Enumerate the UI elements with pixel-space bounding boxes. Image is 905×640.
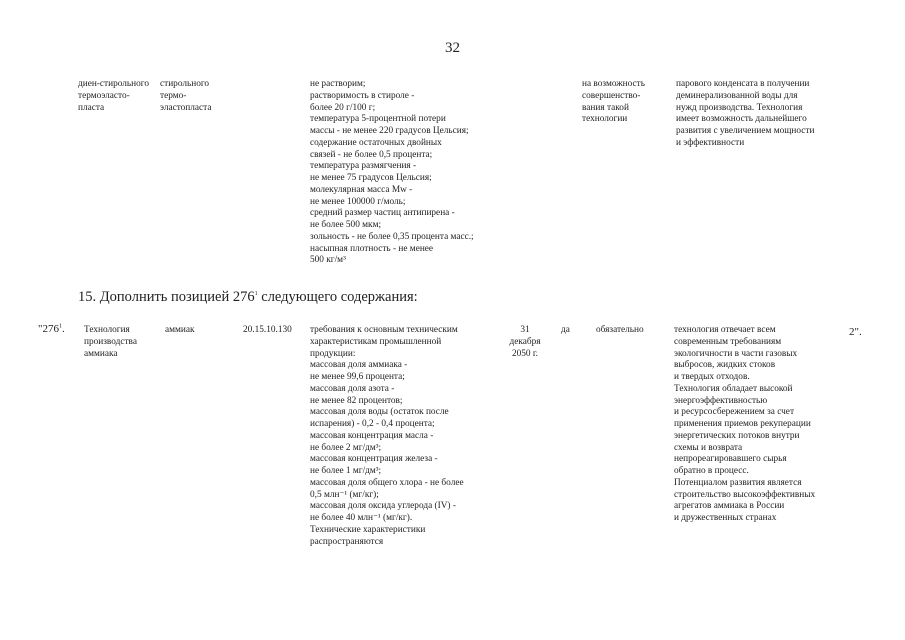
cell-line: на возможность [582,79,645,89]
cell-line: энергетических потоков внутри [674,430,800,441]
row-mandatory-cell [596,325,644,337]
cell-line: аммиака [84,348,118,359]
cell-line: Технология [84,325,130,335]
row-open-quote: "276 [38,323,59,335]
cell-line: современным требованиям [674,336,782,347]
cell-line: выбросов, жидких стоков [674,360,776,371]
cell-line: и ресурсосбережением за счет [674,407,795,418]
continued-row-name-cell [78,79,149,114]
cell-line: 500 кг/м³ [310,255,346,266]
row-note-cell [674,325,815,525]
cell-line: распространяются [310,536,384,547]
cell-line: парового конденсата в получении [676,79,810,89]
cell-line: испарения) - 0,2 - 0,4 процента; [310,419,435,429]
cell-line: содержание остаточных двойных [310,137,442,148]
cell-line: средний размер частиц антипирена - [310,208,455,219]
cell-line: Потенциалом развития является [674,477,802,488]
cell-line: аммиак [165,325,195,335]
cell-line: продукции: [310,348,356,359]
cell-line: и твердых отходов. [674,372,750,382]
cell-line: массовая доля воды (остаток после [310,407,449,418]
cell-line: массовая доля аммиака - [310,360,408,371]
cell-line: температура размягчения - [310,161,417,172]
section-heading-suffix: следующего содержания: [257,289,418,305]
row-open-mark [38,323,65,335]
cell-line: не менее 100000 г/моль; [310,196,406,207]
section-heading-sup: 1 [254,291,258,298]
cell-line: не менее 99,6 процента; [310,372,405,382]
cell-line: массы - не менее 220 градусов Цельсия; [310,126,469,136]
row-close-mark: 2". [849,326,862,338]
row-flag-cell [561,325,570,337]
row-code-cell [243,325,292,337]
cell-line: технология отвечает всем [674,325,776,335]
continued-row-improvement-cell [582,79,645,126]
cell-line: развития с увеличением мощности [676,126,815,136]
cell-line: диен-стирольного [78,79,149,89]
cell-line: пласта [78,102,105,113]
cell-line: массовая доля оксида углерода (IV) - [310,501,456,512]
cell-line: молекулярная масса Mw - [310,184,413,195]
cell-line: деминерализованной воды для [676,90,798,101]
cell-line: производства [84,336,137,347]
cell-line: массовая доля общего хлора - не более [310,477,464,488]
continued-row-requirements-cell [310,79,474,267]
cell-line: не более 500 мкм; [310,220,382,230]
cell-line: не менее 75 градусов Цельсия; [310,173,432,183]
cell-line: 0,5 млн⁻¹ (мг/кг); [310,489,379,500]
row-open-tail: . [62,323,65,335]
cell-line: имеет возможность дальнейшего [676,114,807,125]
cell-line: непрореагировавшего сырья [674,454,787,465]
cell-line: применения приемов рекуперации [674,419,811,429]
continued-row-product-cell [160,79,211,114]
cell-line: и дружественных странах [674,513,777,523]
cell-line: строительство высокоэффективных [674,489,816,500]
page-number: 32 [445,40,460,56]
row-product-cell [165,325,195,337]
cell-line: не более 2 мг/дм³; [310,442,382,453]
cell-line: не растворим; [310,79,366,89]
cell-line: экологичности в части газовых [674,348,798,359]
cell-line: 20.15.10.130 [243,325,292,335]
cell-line: и эффективности [676,137,745,148]
cell-line: технологии [582,114,628,125]
cell-line: 2050 г. [511,348,538,359]
cell-line: агрегатов аммиака в России [674,501,785,512]
cell-line: обязательно [596,325,644,335]
cell-line: массовая концентрация железа - [310,454,438,465]
cell-line: эластопласта [160,102,212,113]
row-requirements-cell [310,325,464,548]
cell-line: более 20 г/100 г; [310,102,376,113]
cell-line: массовая доля азота - [310,383,395,394]
cell-line: Технические характеристики [310,524,426,535]
cell-line: связей - не более 0,5 процента; [310,149,433,160]
cell-line: не более 1 мг/дм³; [310,466,382,476]
cell-line: массовая концентрация масла - [310,430,434,441]
cell-line: 31 [520,325,530,335]
cell-line: насыпная плотность - не менее [310,243,434,254]
row-open-sup: 1 [59,323,62,330]
cell-line: схемы и возврата [674,442,743,453]
cell-line: обратно в процесс. [674,466,749,476]
cell-line: нужд производства. Технология [676,102,803,113]
cell-line: совершенство- [582,90,641,101]
cell-line: Технология обладает высокой [674,383,793,394]
cell-line: энергоэффективностью [674,395,768,406]
cell-line: растворимость в стироле - [310,90,415,101]
cell-line: требования к основным техническим [310,325,458,335]
continued-row-note-cell [676,79,814,150]
cell-line: зольность - не более 0,35 процента масс.; [310,231,474,242]
cell-line: стирольного [160,79,210,89]
row-name-cell [84,325,137,360]
cell-line: термоэласто- [78,90,130,101]
cell-line: температура 5-процентной потери [310,114,446,125]
section-heading [78,289,418,306]
cell-line: термо- [160,90,187,101]
cell-line: вания такой [582,102,629,113]
cell-line: да [561,325,570,335]
row-date-cell [505,325,545,360]
section-heading-prefix: 15. Дополнить позицией 276 [78,289,255,305]
cell-line: характеристикам промышленной [310,336,442,347]
cell-line: не более 40 млн⁻¹ (мг/кг). [310,513,413,523]
cell-line: декабря [509,336,541,347]
cell-line: не менее 82 процентов; [310,395,403,406]
